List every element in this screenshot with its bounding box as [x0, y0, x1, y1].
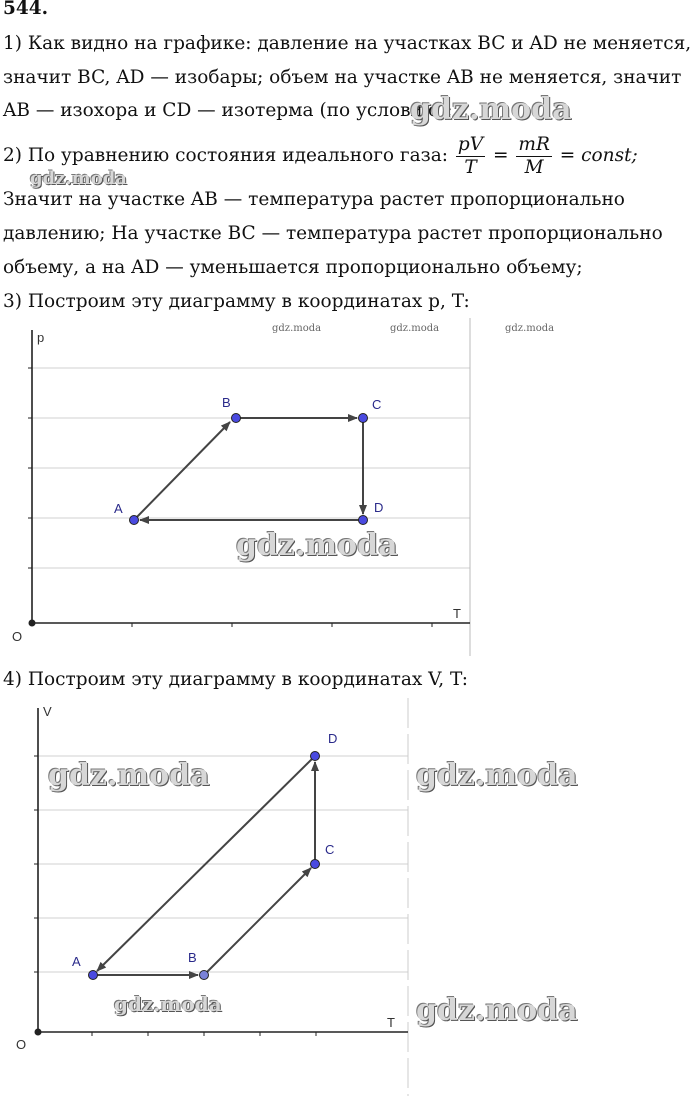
- x-axis-label: T: [387, 1015, 395, 1030]
- watermark-5: gdz.moda: [416, 758, 578, 793]
- y-axis-label: p: [37, 330, 45, 345]
- origin-point: [35, 1029, 42, 1036]
- axes: [32, 330, 470, 623]
- p1-line3: AB — изохора и CD — изотерма (по условию);: [3, 100, 453, 121]
- watermark-2: gdz.moda: [30, 168, 127, 189]
- point-a: [89, 971, 98, 980]
- label-b: B: [188, 950, 197, 965]
- watermark-small-3: gdz.moda: [505, 323, 555, 334]
- cycle-paths: [134, 418, 363, 520]
- frac1-den: T: [464, 156, 477, 178]
- watermark-small-2: gdz.moda: [390, 323, 440, 334]
- x-axis-label: T: [453, 606, 461, 621]
- frac-pv-t: [456, 134, 485, 179]
- p2-line2: Значит на участке AB — температура растет пропорционально: [3, 189, 625, 210]
- watermark-6: gdz.moda: [114, 992, 222, 1016]
- point-a: [130, 516, 139, 525]
- frac2-num: mR: [518, 133, 550, 155]
- label-d: D: [374, 500, 384, 515]
- label-a: A: [72, 954, 81, 969]
- watermark-7: gdz.moda: [416, 993, 578, 1028]
- segment-ab: [134, 422, 230, 520]
- p2-line3: давлению; На участке BC — температура растет пропорционально: [3, 223, 663, 244]
- origin-label: O: [12, 629, 23, 644]
- label-c: C: [325, 842, 335, 857]
- label-c: C: [372, 397, 382, 412]
- graph-p-t: [0, 318, 620, 663]
- origin-point: [29, 620, 36, 627]
- label-b: B: [222, 395, 231, 410]
- grid-lines: [32, 318, 470, 656]
- p1-line1: 1) Как видно на графике: давление на участках BC и AD не меняется,: [3, 33, 691, 54]
- watermark-3: gdz.moda: [236, 528, 398, 563]
- state-points: [130, 414, 368, 525]
- watermark-small-1: gdz.moda: [272, 323, 322, 334]
- segment-bc: [204, 868, 311, 975]
- y-axis-label: V: [43, 704, 52, 719]
- p3-heading: 3) Построим эту диаграмму в координатах p, T:: [3, 291, 470, 312]
- axes: [38, 708, 408, 1032]
- p2-prefix: 2) По уравнению состояния идеального газа:: [3, 145, 449, 166]
- point-c: [359, 414, 368, 423]
- eq1: =: [493, 145, 509, 166]
- point-d: [311, 752, 320, 761]
- p2-tail: = const;: [559, 145, 638, 166]
- point-b: [232, 414, 241, 423]
- watermark-4: gdz.moda: [48, 758, 210, 793]
- p2-line4: объему, а на AD — уменьшается пропорционально объему;: [3, 257, 583, 278]
- point-c: [311, 860, 320, 869]
- origin-label: O: [16, 1037, 27, 1052]
- problem-number: 544.: [3, 0, 49, 19]
- label-a: A: [114, 501, 123, 516]
- frac2-den: M: [524, 156, 544, 178]
- point-d: [359, 516, 368, 525]
- p1-line2: значит BC, AD — изобары; объем на участке AB не меняется, значит: [3, 67, 682, 88]
- frac1-num: pV: [457, 133, 484, 155]
- point-b: [200, 971, 209, 980]
- p4-heading: 4) Построим эту диаграмму в координатах V, T:: [3, 669, 468, 690]
- watermark-1: gdz.moda: [410, 92, 572, 127]
- frac-mr-m: [516, 134, 551, 179]
- label-d: D: [328, 731, 338, 746]
- problem-number-text: 544: [3, 0, 42, 19]
